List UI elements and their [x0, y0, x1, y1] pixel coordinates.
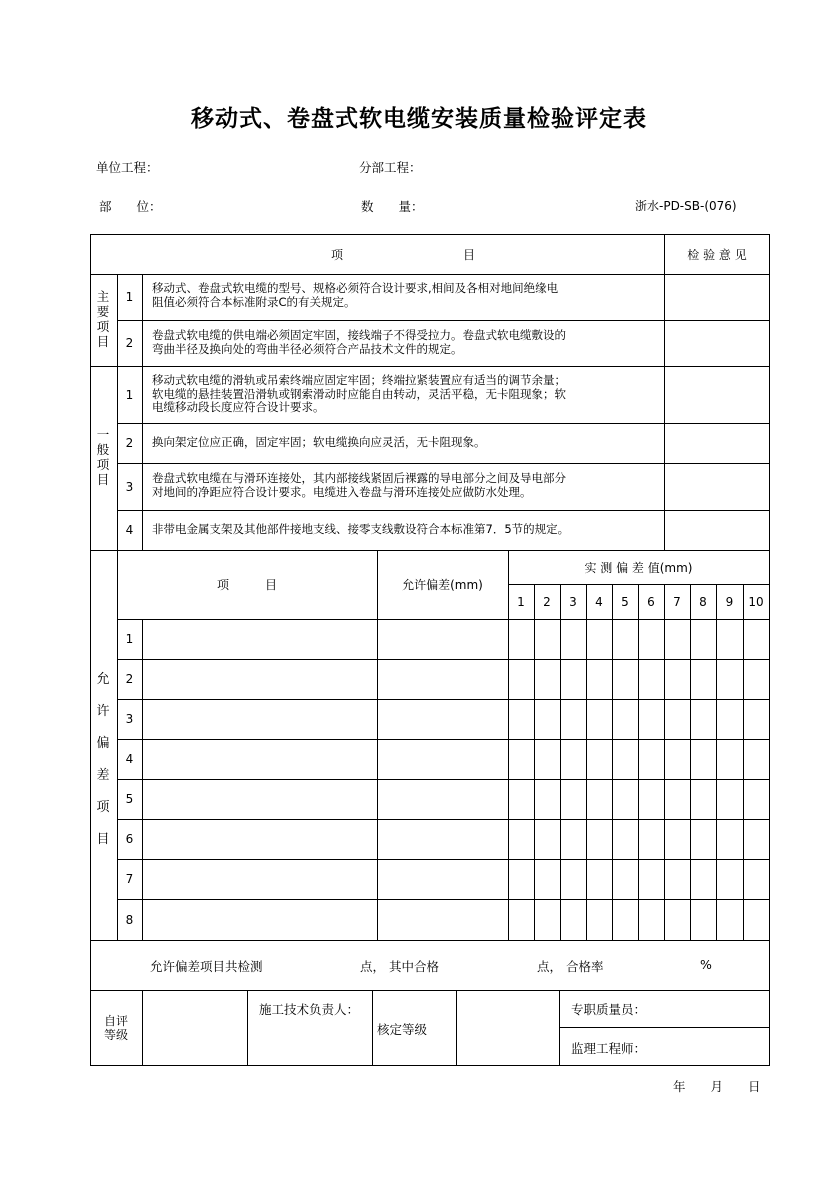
- measure-column-number: 2: [543, 594, 551, 609]
- table-rule: [560, 584, 561, 941]
- measure-column-number: 8: [699, 594, 707, 609]
- summary-qualified-label: 点， 其中合格: [360, 959, 439, 974]
- table-rule: [90, 1065, 770, 1066]
- main-item-text: 移动式、卷盘式软电缆的型号、规格必须符合设计要求,相间及各相对地间绝缘电 阻值必须符合本标准附录C的有关规定。: [152, 281, 559, 309]
- deviation-column-allowed: 允许偏差(mm): [402, 578, 483, 592]
- column-header-item: 项 目: [330, 247, 475, 262]
- table-rule: [117, 423, 770, 424]
- verified-grade-label: 核定等级: [377, 1022, 428, 1037]
- table-rule: [90, 234, 91, 1066]
- table-rule: [90, 366, 770, 367]
- table-rule: [117, 819, 770, 820]
- table-rule: [743, 584, 744, 941]
- self-grade-label: 自评 等级: [103, 1014, 128, 1042]
- main-item-number: 2: [125, 336, 134, 350]
- tech-lead-label: 施工技术负责人：: [259, 1002, 360, 1017]
- summary-percent-sign: %: [700, 957, 712, 972]
- table-rule: [638, 584, 639, 941]
- table-rule: [456, 990, 457, 1066]
- table-rule: [117, 779, 770, 780]
- general-item-number: 1: [125, 387, 134, 402]
- measure-column-number: 9: [725, 594, 734, 609]
- table-rule: [90, 940, 770, 941]
- measure-column-number: 4: [595, 594, 603, 609]
- deviation-row-number: 3: [125, 712, 134, 726]
- measure-column-number: 7: [673, 594, 681, 609]
- table-rule: [117, 859, 770, 860]
- supervisor-label: 监理工程师：: [571, 1041, 647, 1056]
- main-item-number: 1: [125, 290, 134, 304]
- table-rule: [769, 234, 770, 1066]
- form-title: 移动式、卷盘式软电缆安装质量检验评定表: [191, 106, 647, 132]
- table-rule: [117, 659, 770, 660]
- measure-column-number: 1: [517, 594, 525, 609]
- general-item-text: 换向架定位应正确，固定牢固；软电缆换向应灵活，无卡阻现象。: [152, 435, 486, 449]
- form-code: 浙水-PD-SB-(076): [635, 199, 737, 213]
- deviation-row-number: 1: [125, 632, 134, 646]
- unit-project-label: 单位工程：: [96, 160, 159, 175]
- general-item-text: 卷盘式软电缆在与滑环连接处，其内部接线紧固后裸露的导电部分之间及导电部分 对地间的净距应符合设计要求。电缆进入卷盘与滑环连接处应做防水处理。: [152, 471, 566, 499]
- measure-column-number: 3: [569, 594, 577, 609]
- table-rule: [117, 699, 770, 700]
- table-rule: [142, 990, 143, 1066]
- measure-column-number: 5: [621, 594, 629, 609]
- table-rule: [586, 584, 587, 941]
- deviation-row-number: 7: [125, 872, 134, 886]
- column-header-opinion: 检 验 意 见: [687, 247, 747, 262]
- general-items-label: 一般项目: [96, 427, 110, 487]
- general-item-number: 2: [125, 436, 134, 450]
- table-rule: [664, 584, 665, 941]
- table-rule: [247, 990, 248, 1066]
- table-rule: [117, 619, 770, 620]
- table-rule: [690, 584, 691, 941]
- table-rule: [559, 1027, 770, 1028]
- location-label: 部 位：: [99, 199, 162, 214]
- table-rule: [117, 739, 770, 740]
- quality-officer-label: 专职质量员：: [571, 1002, 647, 1017]
- sub-project-label: 分部工程：: [359, 160, 422, 175]
- summary-total-label: 允许偏差项目共检测: [150, 959, 263, 974]
- table-rule: [716, 584, 717, 941]
- deviation-row-number: 2: [125, 672, 134, 686]
- general-item-text: 移动式软电缆的滑轨或吊索终端应固定牢固；终端拉紧装置应有适当的调节余量； 软电缆的悬挂装置沿滑轨或钢索滑动时应能自由转动，灵活平稳，无卡阻现象；软 电缆移动段长度应符合设计要求。: [152, 373, 566, 414]
- table-rule: [142, 619, 143, 941]
- deviation-column-item: 项 目: [216, 578, 277, 592]
- table-rule: [117, 899, 770, 900]
- main-items-label: 主要项目: [96, 289, 110, 349]
- deviation-row-number: 6: [125, 832, 134, 846]
- general-item-number: 4: [125, 523, 134, 537]
- main-item-text: 卷盘式软电缆的供电端必须固定牢固，接线端子不得受拉力。卷盘式软电缆敷设的 弯曲半径及换向处的弯曲半径必须符合产品技术文件的规定。: [152, 328, 566, 356]
- table-rule: [612, 584, 613, 941]
- deviation-items-label: 允许偏差项目: [96, 672, 110, 847]
- table-rule: [534, 584, 535, 941]
- deviation-column-measured: 实 测 偏 差 值(mm): [584, 560, 693, 575]
- table-rule: [372, 990, 373, 1066]
- date-line: 年 月 日: [673, 1079, 761, 1094]
- table-rule: [117, 510, 770, 511]
- general-item-number: 3: [125, 479, 134, 494]
- measure-column-number: 6: [647, 594, 655, 609]
- table-rule: [664, 234, 665, 551]
- table-rule: [117, 320, 770, 321]
- measure-column-number: 10: [748, 594, 764, 609]
- summary-rate-label: 点， 合格率: [537, 959, 604, 974]
- quantity-label: 数 量：: [361, 199, 424, 214]
- table-rule: [559, 990, 560, 1066]
- table-rule: [90, 990, 770, 991]
- deviation-row-number: 5: [125, 792, 134, 806]
- deviation-row-number: 8: [125, 912, 134, 927]
- general-item-text: 非带电金属支架及其他部件接地支线、接零支线敷设符合本标准第7．5节的规定。: [152, 522, 570, 536]
- deviation-row-number: 4: [125, 752, 134, 766]
- table-rule: [117, 463, 770, 464]
- table-rule: [90, 274, 770, 275]
